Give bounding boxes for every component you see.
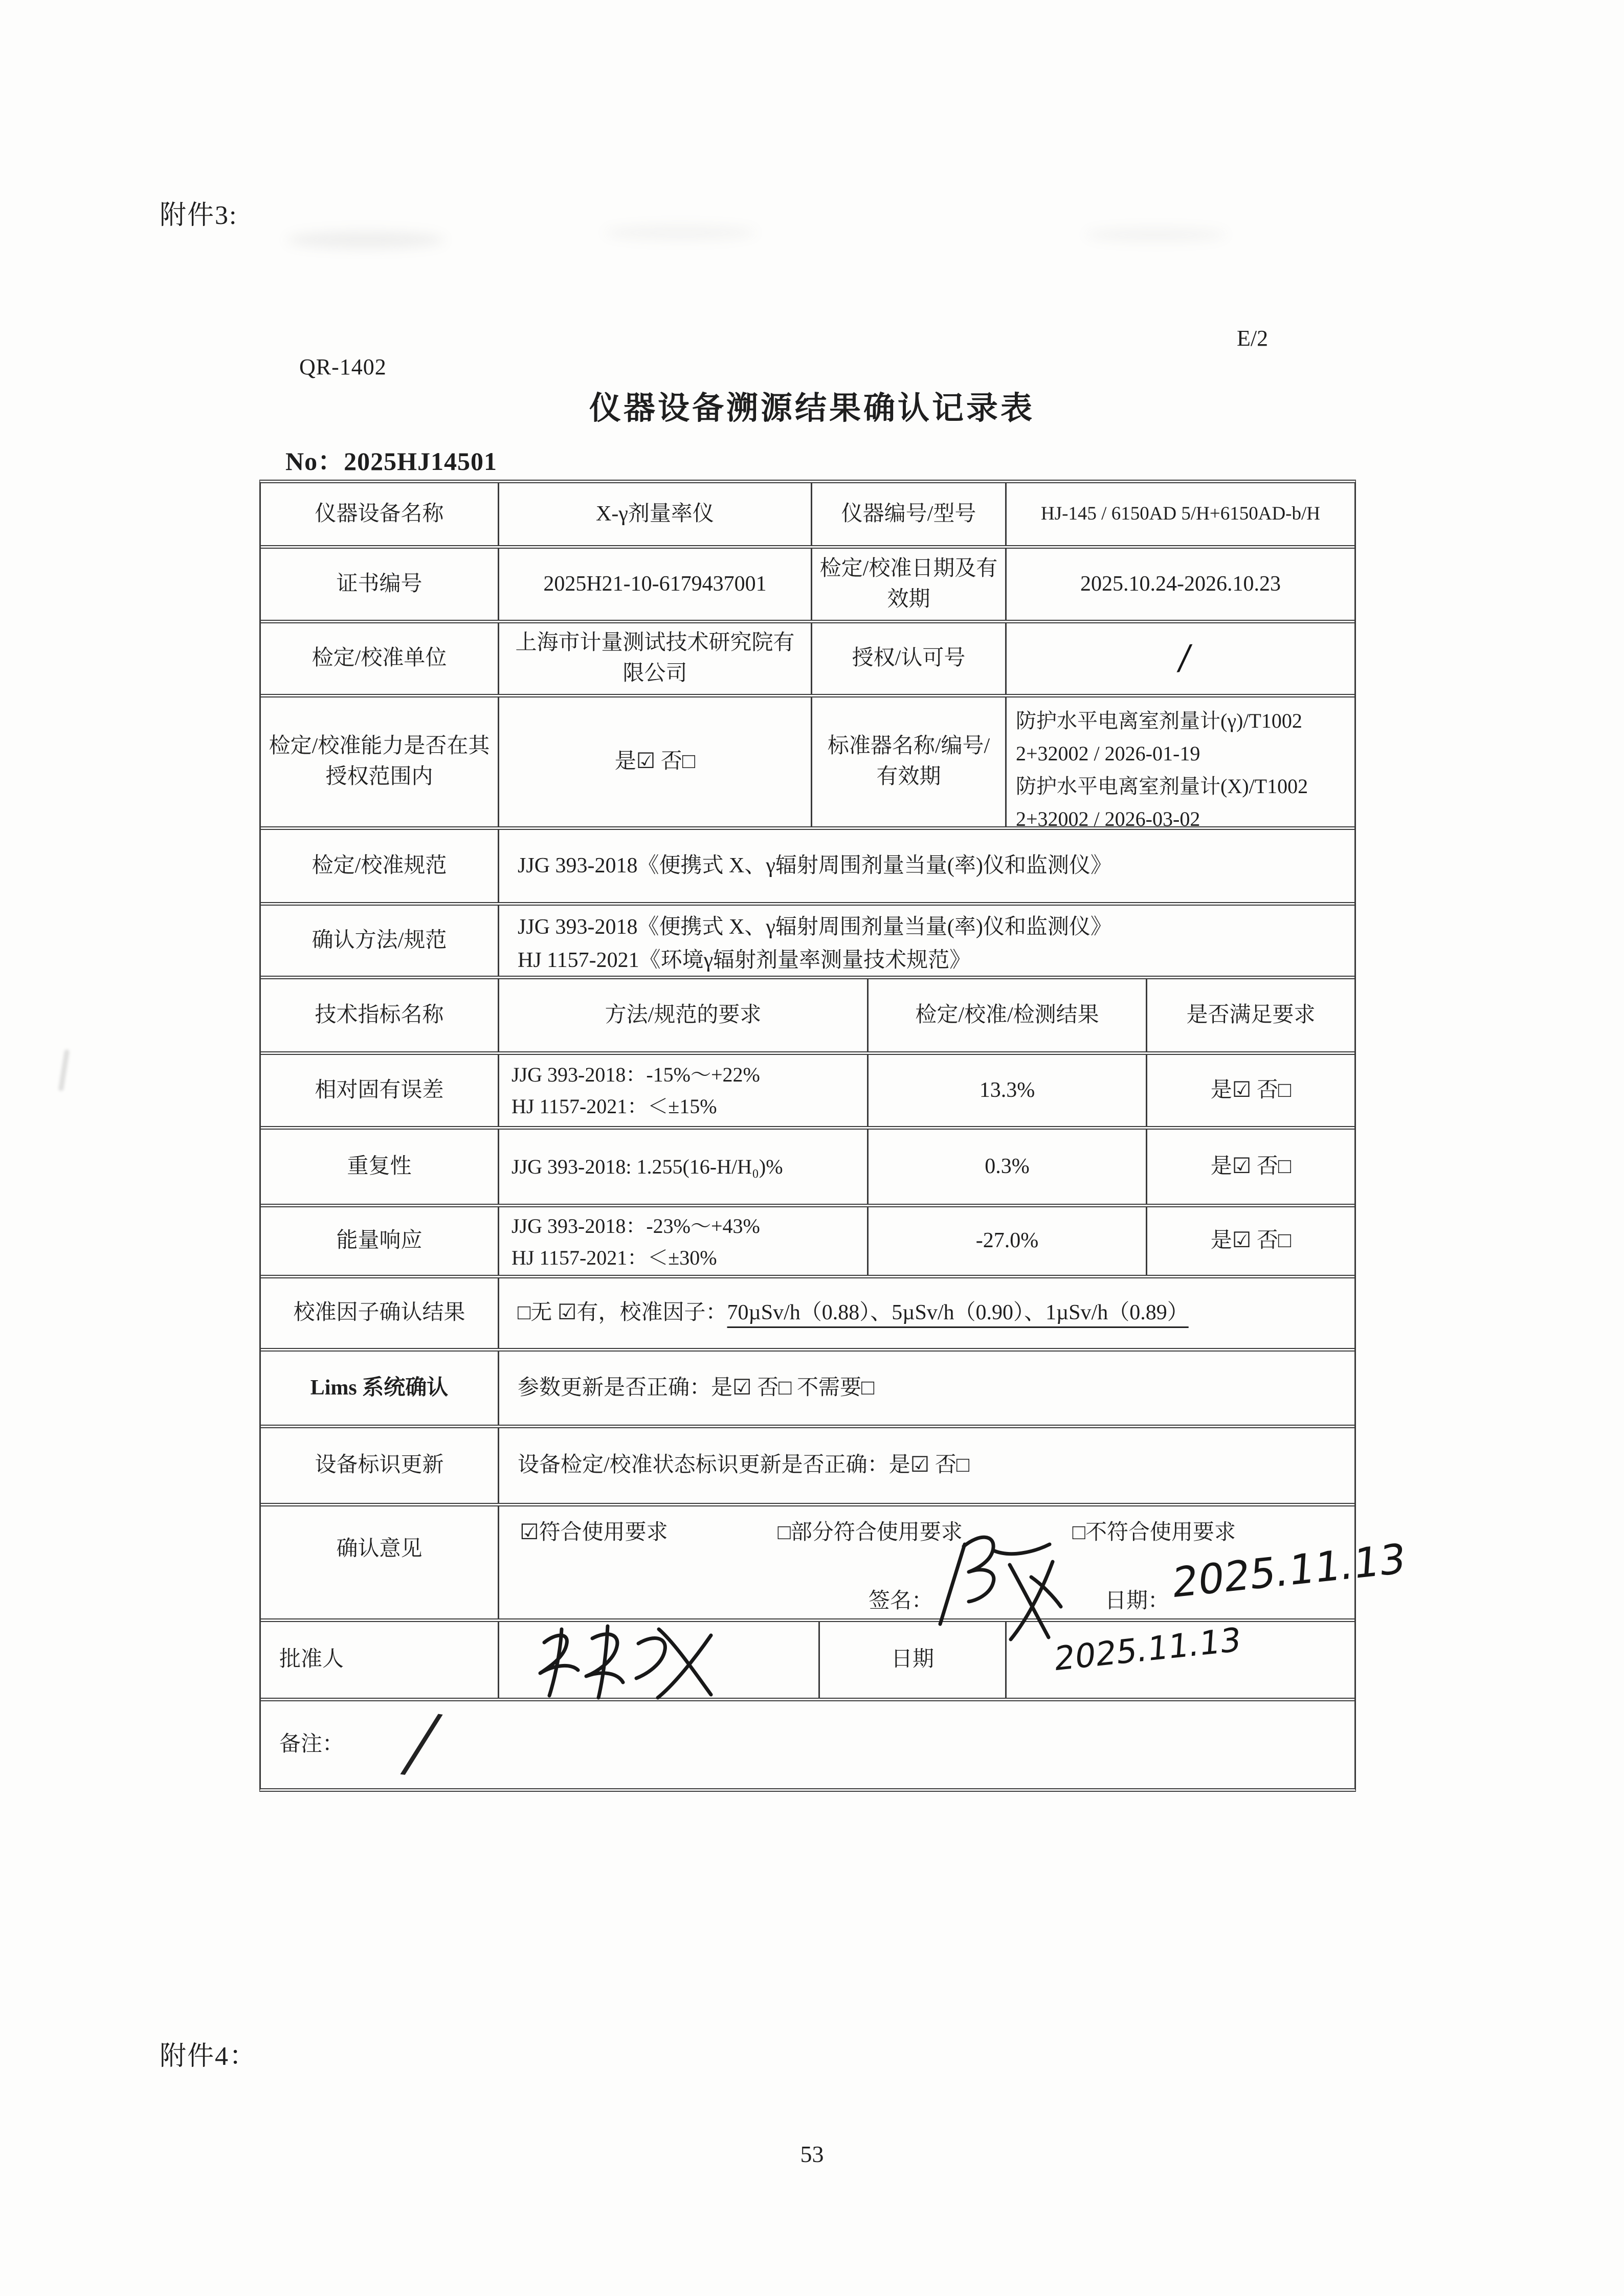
field-value: X-γ剂量率仪 xyxy=(499,483,812,545)
confirmer-signature xyxy=(934,1524,1072,1641)
standard-device-line: 防护水平电离室剂量计(X)/T1002 xyxy=(1016,775,1308,798)
handwritten-slash: / xyxy=(1175,638,1194,678)
field-label: 仪器编号/型号 xyxy=(812,483,1007,545)
remarks-cell xyxy=(261,1689,1354,1798)
field-label: 检定/校准单位 xyxy=(261,623,499,694)
attachment4-label: 附件4： xyxy=(160,2042,257,2071)
field-label: 设备标识更新 xyxy=(261,1428,499,1503)
field-label: 校准因子确认结果 xyxy=(261,1278,499,1348)
approver-signature xyxy=(530,1622,729,1701)
field-value: 上海市计量测试技术研究院有限公司 xyxy=(499,623,812,694)
indicator-name: 重复性 xyxy=(261,1130,499,1204)
field-label: 授权/认可号 xyxy=(812,623,1007,694)
result-value: -27.0% xyxy=(869,1207,1147,1275)
requirement-line: HJ 1157-2021：＜±15% xyxy=(511,1095,717,1118)
method-line: HJ 1157-2021《环境γ辐射剂量率测量技术规范》 xyxy=(518,949,971,973)
scan-smudge xyxy=(286,231,445,249)
date-label: 日期 xyxy=(820,1622,1007,1698)
field-value xyxy=(499,906,1354,976)
field-label: 检定/校准日期及有效期 xyxy=(812,549,1007,620)
requirement xyxy=(499,1207,869,1275)
table-row-capability-scope xyxy=(261,697,1354,830)
doc-version: E/2 xyxy=(1237,326,1269,351)
date-label: 日期： xyxy=(1105,1589,1170,1613)
page-number: 53 xyxy=(800,2141,824,2167)
standard-device-info xyxy=(1007,697,1354,830)
table-row-energy-response xyxy=(261,1207,1354,1278)
sign-label: 签名： xyxy=(869,1589,933,1613)
table-row-lims-confirmation xyxy=(261,1352,1354,1428)
field-label: 确认方法/规范 xyxy=(261,906,499,976)
checkbox-yes-no: 是☑ 否□ xyxy=(1210,1154,1292,1178)
table-row-repeatability xyxy=(261,1130,1354,1207)
table-row-calibration-factor xyxy=(261,1278,1354,1352)
requirement xyxy=(499,1055,869,1126)
indicator-name: 相对固有误差 xyxy=(261,1055,499,1126)
field-label: 检定/校准能力是否在其授权范围内 xyxy=(261,697,499,826)
calibration-factor-prefix: □无 ☑有，校准因子： xyxy=(518,1301,727,1325)
field-label: 检定/校准规范 xyxy=(261,830,499,902)
field-label: 标准器名称/编号/有效期 xyxy=(812,697,1007,826)
standard-device-line: 2+32002 / 2026-01-19 xyxy=(1016,742,1200,765)
field-label: Lims 系统确认 xyxy=(261,1352,499,1425)
field-value: 设备检定/校准状态标识更新是否正确：是☑ 否□ xyxy=(518,1453,970,1477)
standard-device-line: 2+32002 / 2026-03-02 xyxy=(1016,807,1200,830)
result-value: 0.3% xyxy=(869,1130,1147,1204)
scan-smudge xyxy=(604,225,757,240)
method-line: JJG 393-2018《便携式 X、γ辐射周围剂量当量(率)仪和监测仪》 xyxy=(518,915,1112,939)
column-header: 是否满足要求 xyxy=(1186,1003,1316,1027)
indicator-name: 能量响应 xyxy=(261,1207,499,1275)
option-partial-conform: □部分符合使用要求 xyxy=(777,1521,963,1544)
field-label: 批准人 xyxy=(261,1622,499,1698)
option-not-conform: □不符合使用要求 xyxy=(1072,1521,1236,1544)
checkbox-yes-no: 是☑ 否□ xyxy=(1210,1078,1292,1102)
field-label: 确认意见 xyxy=(261,1506,499,1618)
table-row-certificate-no xyxy=(261,549,1354,623)
calibration-factor-value xyxy=(499,1278,1354,1348)
opinion-content xyxy=(499,1506,1407,1618)
result-value: 13.3% xyxy=(869,1055,1147,1126)
field-value: 参数更新是否正确：是☑ 否□ 不需要□ xyxy=(518,1376,875,1400)
table-row-indicator-header xyxy=(261,979,1354,1055)
scan-margin-mark xyxy=(58,1049,70,1092)
scan-smudge xyxy=(1084,228,1228,242)
field-value: HJ-145 / 6150AD 5/H+6150AD-b/H xyxy=(1040,503,1321,525)
table-row-equipment-name xyxy=(261,483,1354,549)
standard-device-line: 防护水平电离室剂量计(γ)/T1002 xyxy=(1016,709,1302,732)
table-row-label-update xyxy=(261,1428,1354,1506)
column-header: 方法/规范的要求 xyxy=(499,979,869,1051)
requirement: JJG 393-2018: 1.255(16-H/H₀)% xyxy=(499,1130,869,1204)
checkbox-yes-no: 是☑ 否□ xyxy=(499,697,812,826)
page-title: 仪器设备溯源结果确认记录表 xyxy=(589,391,1035,426)
column-header: 检定/校准/检测结果 xyxy=(869,979,1147,1051)
field-label: 证书编号 xyxy=(261,549,499,620)
requirement-line: HJ 1157-2021：＜±30% xyxy=(511,1246,717,1269)
option-conform: ☑符合使用要求 xyxy=(520,1521,668,1544)
approver-signature-cell xyxy=(499,1622,820,1698)
field-value: JJG 393-2018《便携式 X、γ辐射周围剂量当量(率)仪和监测仪》 xyxy=(518,853,1112,877)
table-row-confirmation-opinion xyxy=(261,1506,1407,1622)
checkbox-yes-no: 是☑ 否□ xyxy=(1210,1229,1292,1253)
field-value xyxy=(1007,623,1354,694)
field-value: 2025.10.24-2026.10.23 xyxy=(1080,572,1281,596)
column-header: 技术指标名称 xyxy=(261,979,499,1051)
table-row-calibration-spec xyxy=(261,830,1354,906)
remarks-label: 备注： xyxy=(279,1732,344,1757)
field-value: 2025H21-10-6179437001 xyxy=(499,549,812,620)
opinion-options xyxy=(520,1518,1236,1548)
calibration-factor-values: 70µSv/h（0.88）、5µSv/h（0.90）、1µSv/h（0.89） xyxy=(727,1301,1189,1325)
traceability-confirmation-table xyxy=(259,480,1407,1798)
form-code: QR-1402 xyxy=(299,354,387,379)
requirement-line: JJG 393-2018：-23%～+43% xyxy=(511,1214,760,1237)
handwritten-date: 2025.11.13 xyxy=(1170,1534,1407,1607)
table-row-relative-error xyxy=(261,1055,1354,1130)
table-row-confirmation-method xyxy=(261,906,1354,979)
field-label: 仪器设备名称 xyxy=(261,483,499,545)
table-row-approver xyxy=(261,1622,1354,1701)
table-row-calibration-unit xyxy=(261,623,1354,697)
attachment3-label: 附件3: xyxy=(160,201,238,230)
table-row-remarks xyxy=(261,1689,1354,1798)
requirement-line: JJG 393-2018：-15%～+22% xyxy=(511,1063,760,1086)
record-number: No：2025HJ14501 xyxy=(285,447,497,476)
handwritten-slash: / xyxy=(395,1689,449,1798)
handwritten-date: 2025.11.13 xyxy=(1053,1620,1242,1679)
